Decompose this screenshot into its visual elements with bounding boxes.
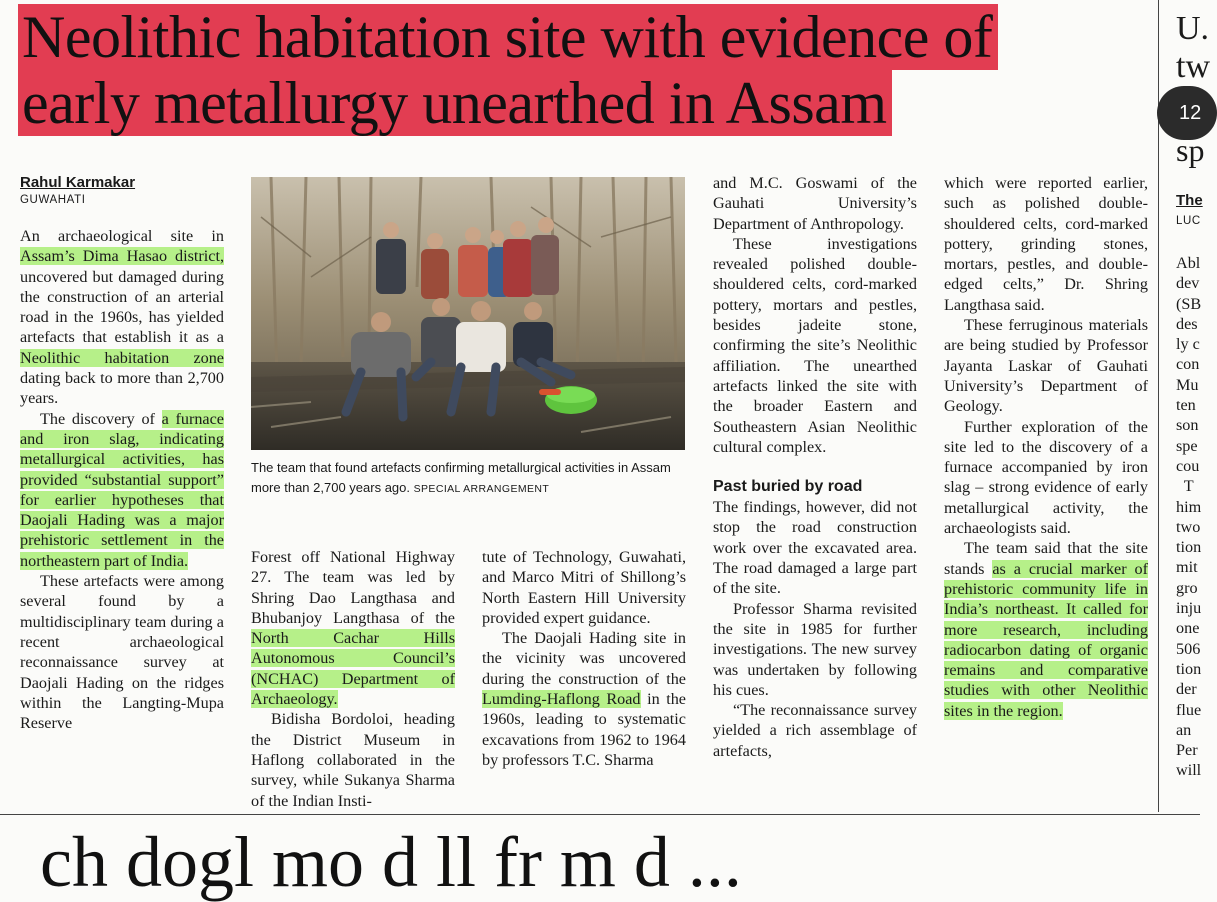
article-column-3	[482, 547, 686, 770]
highlight: Neolithic habitation zone	[20, 348, 224, 367]
team-photo-image	[251, 177, 685, 450]
paragraph: An archaeological site in Assam’s Dima Hasao district, uncovered but damaged during the construction of an arterial road in the 1960s, has yielded artefacts that establish it as a Neolithic habitation zone dating back to more than 2,700 years.	[20, 227, 224, 408]
adjacent-headline: U. tw	[1176, 10, 1210, 85]
photo-credit: SPECIAL ARRANGEMENT	[413, 483, 550, 495]
team-photo	[251, 177, 685, 450]
paragraph: and M.C. Goswami of the Gauhati University’s Department of Anthropology.	[713, 174, 917, 233]
paragraph: These ferruginous materials are being studied by Professor Jayanta Laskar of Gauhati University’s Department of Geology.	[944, 316, 1148, 416]
article-column-2	[251, 547, 455, 811]
adjacent-place: LUC	[1176, 215, 1201, 227]
highlight: as a crucial marker of prehistoric community life in India’s northeast. It called for more research, including radiocarbon dating of organic remains and comparative studies with other Neolithic sites in the region.	[944, 559, 1148, 720]
paragraph: tute of Technology, Guwahati, and Marco Mitri of Shillong’s North Eastern Hill University provided expert guidance.	[482, 548, 686, 627]
adjacent-body-text: Abl dev (SB des ly c con Mu ten son spe cou T him two tion mit gro inju one 506 tion der flue an Per will	[1176, 254, 1202, 780]
paragraph: These investigations revealed polished double-shouldered celts, cord-marked pottery, mortars and pestles, besides jadeite stone, confirming the site’s Neolithic affiliation. The unearthed artefacts linked the site with the broader Eastern and Southeastern Asian Neolithic cultural complex.	[713, 234, 917, 456]
paragraph: which were reported earlier, such as polished double-shouldered celts, cord-marked pottery, grinding stones, mortars, pestles, and double-edged celts,” Dr. Shring Langthasa said.	[944, 174, 1148, 314]
byline-name: Rahul Karmakar	[20, 174, 136, 191]
paragraph: “The reconnaissance survey yielded a rich assemblage of artefacts,	[713, 701, 917, 760]
highlight: Lumding-Haflong Road	[482, 690, 641, 709]
paragraph: Professor Sharma revisited the site in 1985 for further investigations. The new survey was undertaken by following his cues.	[713, 599, 917, 699]
subhead: Past buried by road	[713, 478, 863, 496]
adjacent-headline-fragment: sp	[1176, 132, 1205, 168]
caption-text: The team that found artefacts confirming metallurgical activities in Assam more than 2,700 years ago.	[251, 460, 671, 495]
highlight: Assam’s Dima Hasao district,	[20, 247, 224, 266]
article-column-4	[713, 173, 917, 761]
headline	[18, 4, 1033, 136]
paragraph: The Daojali Hading site in the vicinity was uncovered during the construction of the Lumding-Haflong Road in the 1960s, leading to systematic excavations from 1962 to 1964 by professors T.C. Sharma	[482, 629, 686, 769]
highlight: a furnace and iron slag, indicating metallurgical activities, has provided “substantial support” for earlier hypotheses that Daojali Hading was a major prehistoric settlement in the northeastern part of India.	[20, 409, 224, 570]
photo-caption	[251, 458, 691, 499]
count-badge: 12	[1157, 86, 1217, 140]
bottom-headline-fragment: ch dogl mo d ll fr m d ...	[40, 822, 742, 902]
byline-place: GUWAHATI	[20, 194, 86, 206]
paragraph: The team said that the site stands as a crucial marker of prehistoric community life in India’s northeast. It called for more research, including radiocarbon dating of organic remains and comparative studies with other Neolithic sites in the region.	[944, 539, 1148, 720]
headline-line-2: early metallurgy unearthed in Assam	[18, 70, 892, 136]
paragraph: Forest off National Highway 27. The team was led by Shring Dao Langthasa and Bhubanjoy Langthasa of the North Cachar Hills Autonomous Council’s (NCHAC) Department of Archaeology.	[251, 548, 455, 709]
article-column-1	[20, 173, 224, 733]
highlight: North Cachar Hills Autonomous Council’s (NCHAC) Department of Archaeology.	[251, 629, 455, 709]
article-column-5	[944, 173, 1148, 721]
paragraph: Further exploration of the site led to the discovery of a furnace accompanied by iron slag – strong evidence of early metallurgical activity, the archaeologists said.	[944, 417, 1148, 538]
headline-line-1: Neolithic habitation site with evidence of	[18, 4, 998, 70]
adjacent-byline: The	[1176, 192, 1203, 209]
section-divider	[0, 814, 1200, 815]
paragraph: Bidisha Bordoloi, heading the District Museum in Haflong collaborated in the survey, while Sukanya Sharma of the Indian Insti-	[251, 710, 455, 810]
paragraph: The findings, however, did not stop the road construction work over the excavated area. The road damaged a large part of the site.	[713, 498, 917, 598]
paragraph: The discovery of a furnace and iron slag, indicating metallurgical activities, has provided “substantial support” for earlier hypotheses that Daojali Hading was a major prehistoric settlement in the northeastern part of India.	[20, 409, 224, 570]
paragraph: These artefacts were among several found by a multidisciplinary team during a recent archaeological reconnaissance survey at Daojali Hading on the ridges within the Langting-Mupa Reserve	[20, 572, 224, 733]
